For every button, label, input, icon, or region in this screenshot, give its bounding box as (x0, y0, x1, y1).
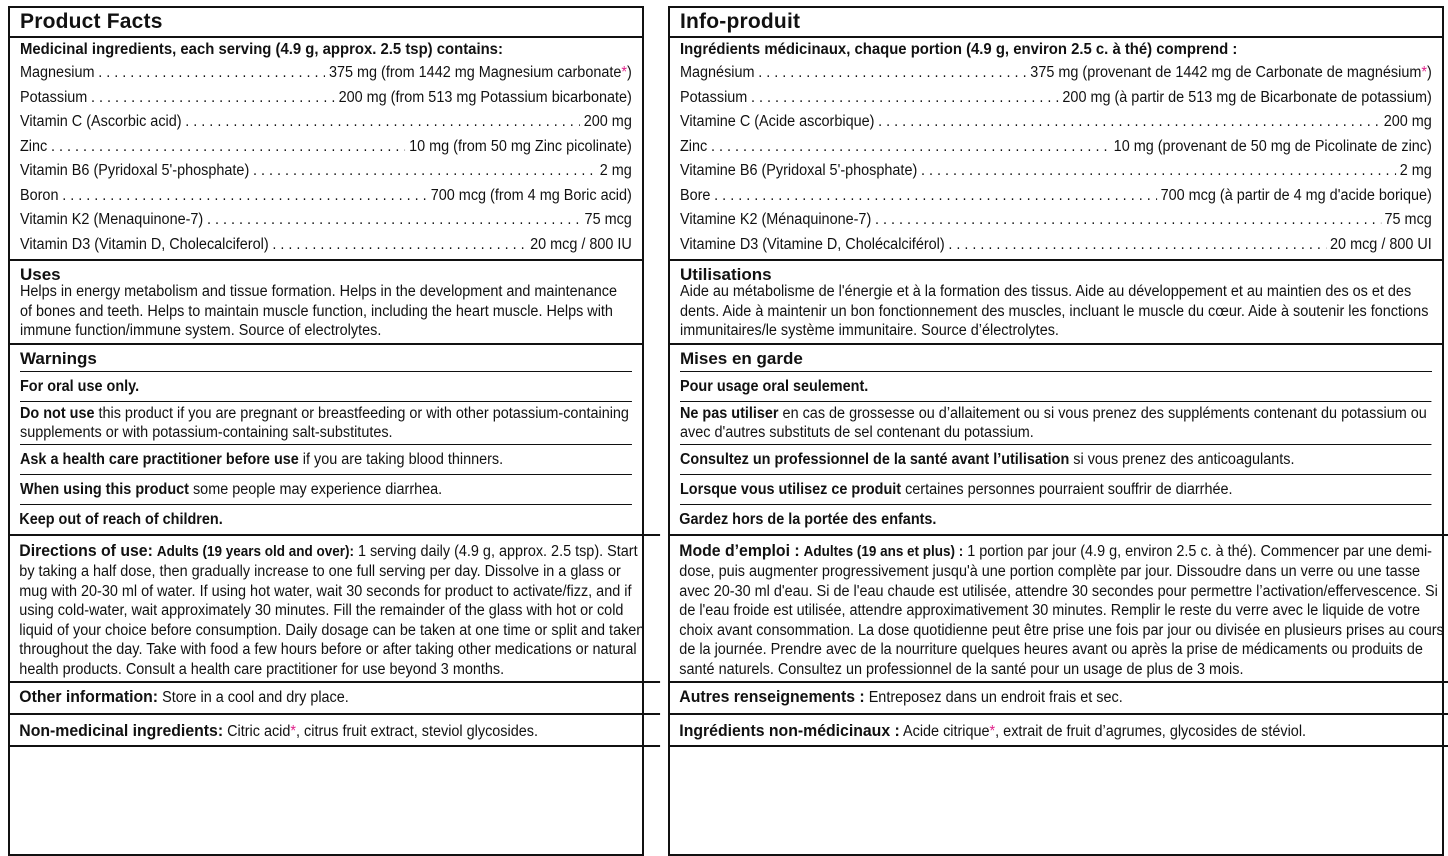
ingredient-amount-text: 2 mg (1399, 162, 1432, 179)
leader-dots (875, 208, 1381, 233)
ingredient-name: Vitamine C (Acide ascorbique) (680, 113, 875, 130)
uses-header: Utilisations (680, 265, 772, 284)
warning-do-not-use-text: en cas de grossesse ou d’allaitement ou si vous prenez des suppléments contenant du potassium ou avec d'autres substituts de sel contenant du potassium. (680, 404, 1427, 441)
panel-title: Info-produit (670, 8, 1442, 38)
warning-when-bold: Lorsque vous utilisez ce produit (680, 480, 902, 498)
ingredients-header: Medicinal ingredients, each serving (4.9 g, approx. 2.5 tsp) contains: (20, 41, 503, 58)
ingredient-amount (339, 86, 632, 111)
leader-dots (51, 135, 405, 160)
ingredient-list (20, 61, 632, 257)
leader-dots (948, 233, 1326, 258)
ingredient-name: Vitamin D3 (Vitamin D, Cholecalciferol) (20, 235, 269, 253)
ingredient-amount-text: 200 mg (1383, 113, 1432, 130)
ingredient-row (20, 110, 632, 135)
warning-do-not-use (680, 402, 1432, 445)
non-medicinal-text-2: , extrait de fruit d’agrumes, glycosides de stéviol. (995, 723, 1307, 740)
directions-text: 1 portion par jour (4.9 g, environ 2.5 c. à thé). Commencer par une demi-dose, puis augmenter progressivement jusqu'à une portion complète par jour. Dissoudre dans un verre ou une tasse avec 20-30 ml d'eau. Si de l'eau chaude est utilisée, attendre 30 secondes pour permettre l’activation/effervescence. Si de l'eau froide est utilisée, attendre approximativement 30 minutes. Remplir le reste du verre avec le liquide de votre choix avant consommation. La dose quotidienne peut être prise une fois par jour ou divisée en plusieurs prises au cours de la journée. Prendre avec de la nourriture quelques heures avant ou après la prise de médicaments ou produits de santé naturels. Consultez un professionnel de la santé pour un usage de plus de 3 mois. (679, 542, 1444, 678)
ingredient-row (20, 208, 632, 233)
warning-ask-practitioner (20, 445, 632, 475)
warnings-section (10, 345, 642, 505)
warning-ask-bold: Ask a health care practitioner before use (20, 450, 299, 468)
ingredient-amount-text: 75 mcg (584, 211, 632, 228)
ingredient-amount-text: 200 mg (583, 113, 632, 130)
ingredient-amount (431, 184, 632, 209)
ingredient-name: Zinc (20, 137, 48, 155)
asterisk-mark: * (989, 723, 996, 740)
leader-dots (711, 135, 1110, 160)
ingredient-name: Vitamin B6 (Pyridoxal 5'-phosphate) (20, 162, 250, 179)
ingredient-row (20, 233, 632, 258)
ingredient-amount-text: 10 mg (provenant de 50 mg de Picolinate de zinc) (1113, 137, 1432, 155)
warning-when-bold: When using this product (20, 480, 189, 498)
warning-oral (20, 372, 632, 402)
ingredient-amount (584, 110, 632, 135)
directions-section (10, 536, 660, 684)
warning-when-using (20, 475, 632, 505)
other-info-section (670, 683, 1448, 715)
leader-dots (98, 61, 325, 86)
leader-dots (91, 86, 335, 111)
ingredient-row (680, 208, 1432, 233)
ingredient-name: Magnesium (20, 64, 95, 81)
ingredient-amount (1384, 110, 1432, 135)
ingredient-name: Potassium (20, 88, 88, 106)
ingredient-row (680, 61, 1432, 86)
uses-text: Helps in energy metabolism and tissue formation. Helps in the development and maintenance of bones and teeth. Helps to maintain muscle function, including the heart muscle. Helps with immune function/immune system. Source of electrolytes. (20, 283, 617, 339)
ingredient-amount-text: 700 mcg (à partir de 4 mg d'acide borique) (1160, 186, 1432, 204)
warning-oral-text: For oral use only. (20, 377, 140, 395)
ingredient-amount (1062, 86, 1431, 111)
asterisk-mark: * (1421, 64, 1427, 81)
ingredient-amount (1330, 233, 1432, 258)
ingredients-header: Ingrédients médicinaux, chaque portion (4.9 g, environ 2.5 c. à thé) comprend : (680, 41, 1238, 58)
directions-adults: Adultes (19 ans et plus) : (803, 543, 964, 560)
warning-do-not-use (20, 402, 632, 445)
leader-dots (878, 110, 1380, 135)
ingredient-amount (1114, 135, 1432, 160)
ingredient-row (680, 184, 1432, 209)
leader-dots (758, 61, 1026, 86)
medicinal-ingredients-section (670, 38, 1442, 261)
product-facts-panel-en (8, 6, 644, 856)
warning-keep-text: Keep out of reach of children. (19, 510, 223, 528)
warning-keep-out (670, 505, 1448, 536)
warning-do-not-use-bold: Ne pas utiliser (680, 404, 779, 422)
non-medicinal-header: Ingrédients non-médicinaux : (679, 721, 900, 740)
warnings-header-row (20, 345, 632, 372)
ingredient-amount (530, 233, 632, 258)
ingredient-amount-text: 75 mcg (1384, 211, 1432, 228)
leader-dots (253, 159, 596, 184)
warning-when-using (680, 475, 1432, 505)
ingredient-row (680, 135, 1432, 160)
ingredient-list (680, 61, 1432, 257)
ingredient-row (20, 135, 632, 160)
warning-when-text: some people may experience diarrhea. (188, 480, 443, 498)
non-medicinal-text-2: , citrus fruit extract, steviol glycosides. (296, 723, 538, 740)
uses-text: Aide au métabolisme de l'énergie et à la formation des tissus. Aide au développement et au maintien des os et des dents. Aide à maintenir un bon fonctionnement des muscles, incluant le muscle du cœur. Aide à soutenir les fonctions immunitaires/le système immunitaire. Source d’électrolytes. (680, 283, 1429, 339)
panel-title: Product Facts (10, 8, 642, 38)
ingredient-row (680, 86, 1432, 111)
ingredient-row (680, 159, 1432, 184)
ingredient-amount-text: 20 mcg / 800 UI (1330, 235, 1432, 253)
ingredient-amount (1161, 184, 1432, 209)
ingredient-amount (1385, 208, 1432, 233)
ingredient-name: Potassium (680, 88, 748, 106)
leader-dots (921, 159, 1396, 184)
ingredient-row (20, 184, 632, 209)
non-medicinal-header: Non-medicinal ingredients: (19, 721, 224, 740)
other-info-text: Entreposez dans un endroit frais et sec. (864, 689, 1123, 706)
uses-header: Uses (20, 265, 61, 284)
warnings-header: Warnings (20, 348, 97, 368)
leader-dots (714, 184, 1157, 209)
ingredient-amount (1030, 61, 1431, 86)
leader-dots (207, 208, 581, 233)
directions-header: Directions of use: (19, 540, 153, 560)
ingredient-name: Vitamin C (Ascorbic acid) (20, 113, 182, 130)
asterisk-mark: * (290, 723, 297, 740)
non-medicinal-text-1: Acide citrique (899, 723, 990, 740)
ingredient-amount-text: 375 mg (from 1442 mg Magnesium carbonate (328, 64, 622, 81)
ingredient-row (20, 159, 632, 184)
directions-text: 1 serving daily (4.9 g, approx. 2.5 tsp). Start by taking a half dose, then gradually increase to one full serving per day. Dissolve in a glass or mug with 20-30 ml of water. If using hot water, wait 30 seconds for product to activate/fizz, and if using cold-water, wait approximately 30 minutes. Fill the remainder of the glass with hot or cold liquid of your choice before consumption. Daily dosage can be taken at one time or split and taken throughout the day. Take with food a few hours before or after taking other medications or natural health products. Consult a health care practitioner for use beyond 3 months. (19, 542, 645, 678)
ingredient-row (20, 86, 632, 111)
warning-keep-out (10, 505, 660, 536)
warning-oral (680, 372, 1432, 402)
warning-ask-bold: Consultez un professionnel de la santé avant l’utilisation (680, 450, 1070, 468)
directions-header: Mode d’emploi : (679, 540, 800, 560)
warnings-section (670, 345, 1442, 505)
ingredient-amount (409, 135, 632, 160)
warnings-header-row (680, 345, 1432, 372)
ingredient-amount-text: 2 mg (599, 162, 632, 179)
ingredient-amount-text: 200 mg (à partir de 513 mg de Bicarbonate de potassium) (1062, 88, 1432, 106)
ingredient-name: Vitamine D3 (Vitamine D, Cholécalciférol) (680, 235, 945, 253)
ingredient-amount (1400, 159, 1432, 184)
ingredient-name: Magnésium (680, 64, 755, 81)
asterisk-mark: * (621, 64, 628, 81)
other-info-text: Store in a cool and dry place. (158, 689, 349, 706)
closing-paren: ) (1426, 64, 1432, 81)
leader-dots (62, 184, 427, 209)
other-info-header: Autres renseignements : (679, 687, 865, 706)
warning-ask-text: if you are taking blood thinners. (298, 450, 504, 468)
closing-paren: ) (627, 64, 632, 81)
ingredient-name: Vitamin K2 (Menaquinone-7) (20, 211, 204, 228)
non-medicinal-section (10, 715, 660, 747)
non-medicinal-section (670, 715, 1448, 747)
warning-ask-text: si vous prenez des anticoagulants. (1069, 450, 1295, 468)
ingredient-amount-text: 200 mg (from 513 mg Potassium bicarbonate) (338, 88, 632, 106)
ingredient-amount-text: 375 mg (provenant de 1442 mg de Carbonate de magnésium (1030, 64, 1422, 81)
ingredient-amount (585, 208, 632, 233)
ingredient-name: Vitamine K2 (Ménaquinone-7) (680, 211, 872, 228)
ingredient-row (680, 233, 1432, 258)
ingredient-row (20, 61, 632, 86)
other-info-section (10, 683, 660, 715)
warning-ask-practitioner (680, 445, 1432, 475)
warning-when-text: certaines personnes pourraient souffrir de diarrhée. (901, 480, 1233, 498)
ingredient-name: Vitamine B6 (Pyridoxal 5'-phosphate) (680, 162, 918, 179)
ingredient-name: Bore (680, 186, 711, 204)
ingredient-name: Boron (20, 186, 59, 204)
warning-do-not-use-bold: Do not use (20, 404, 95, 422)
ingredient-amount (329, 61, 632, 86)
other-info-header: Other information: (19, 687, 159, 706)
ingredient-row (680, 110, 1432, 135)
warnings-header: Mises en garde (680, 348, 803, 368)
medicinal-ingredients-section (10, 38, 642, 261)
ingredient-amount-text: 20 mcg / 800 IU (530, 235, 632, 253)
leader-dots (272, 233, 526, 258)
leader-dots (751, 86, 1059, 111)
leader-dots (185, 110, 580, 135)
ingredient-name: Zinc (680, 137, 708, 155)
product-facts-panel-fr (668, 6, 1444, 856)
warning-do-not-use-text: this product if you are pregnant or breastfeeding or with other potassium-containing supplements or with potassium-containing salt-substitutes. (20, 404, 629, 441)
directions-section (670, 536, 1448, 684)
ingredient-amount (600, 159, 632, 184)
warning-oral-text: Pour usage oral seulement. (680, 377, 869, 395)
ingredient-amount-text: 10 mg (from 50 mg Zinc picolinate) (409, 137, 632, 155)
directions-adults: Adults (19 years old and over): (156, 543, 354, 560)
non-medicinal-text-1: Citric acid (223, 723, 291, 740)
warning-keep-text: Gardez hors de la portée des enfants. (679, 510, 937, 528)
uses-section (670, 261, 1442, 345)
ingredient-amount-text: 700 mcg (from 4 mg Boric acid) (430, 186, 632, 204)
uses-section (10, 261, 642, 345)
